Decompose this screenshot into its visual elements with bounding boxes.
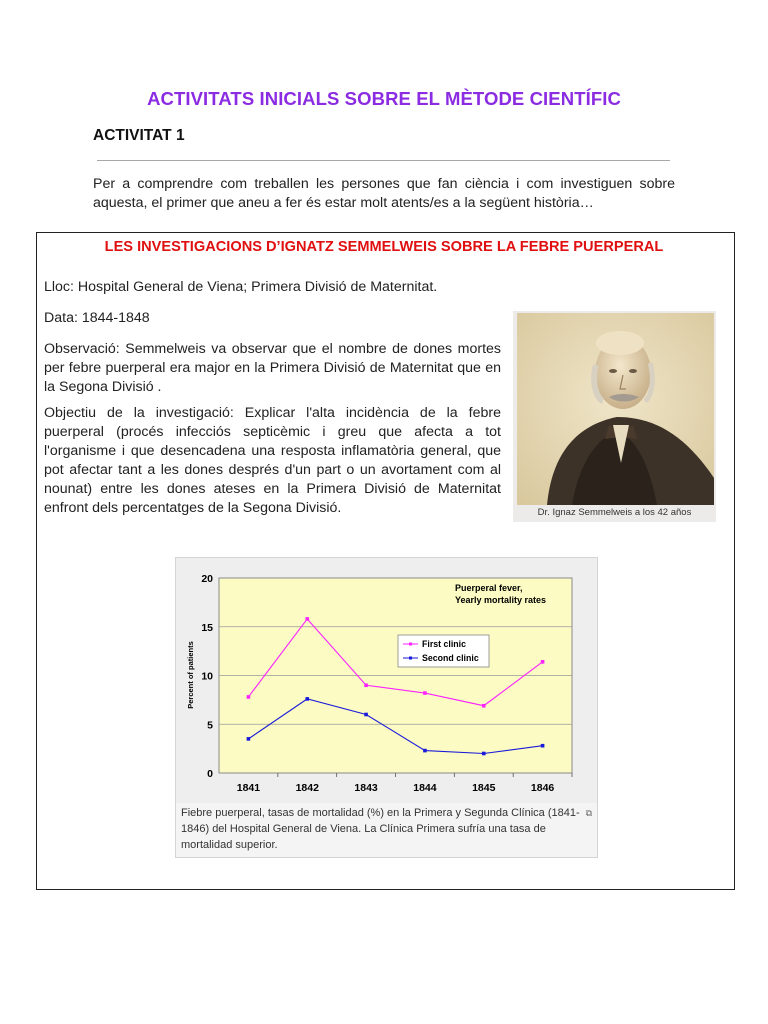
legend-label-second: Second clinic <box>422 653 479 663</box>
page-title: ACTIVITATS INICIALS SOBRE EL MÈTODE CIENTÍFIC <box>147 88 621 109</box>
legend-marker-first <box>409 643 412 646</box>
chart-title-line-2: Yearly mortality rates <box>455 595 547 605</box>
activity-heading: ACTIVITAT 1 <box>93 127 185 144</box>
data-point <box>305 697 309 701</box>
chart-title-line-1: Puerperal fever, <box>455 583 523 593</box>
data-point <box>364 683 368 687</box>
data-point <box>423 749 427 753</box>
data-point <box>247 737 251 741</box>
y-tick-label: 0 <box>207 768 213 780</box>
x-tick-label: 1846 <box>530 782 555 794</box>
x-tick-label: 1841 <box>236 782 261 794</box>
y-tick-label: 5 <box>207 719 213 732</box>
chart-caption-text: Fiebre puerperal, tasas de mortalidad (%) en la Primera y Segunda Clínica (1841-1846) del Hospital General de Viena. La Clínica Primera sufría una tasa de mortalidad superior. <box>181 807 580 851</box>
story-title: LES INVESTIGACIONS D’IGNATZ SEMMELWEIS SOBRE LA FEBRE PUERPERAL <box>104 239 664 255</box>
data-point <box>423 691 427 695</box>
chart-caption <box>181 805 596 853</box>
x-tick-label: 1842 <box>295 782 319 794</box>
y-tick-label: 15 <box>201 621 213 634</box>
y-tick-label: 20 <box>201 573 213 585</box>
semmelweis-portrait <box>517 313 714 505</box>
x-tick-label: 1844 <box>413 782 437 794</box>
data-point <box>541 660 545 664</box>
legend <box>398 635 489 667</box>
place-paragraph: Lloc: Hospital General de Viena; Primera Divisió de Maternitat. <box>44 279 438 295</box>
data-point <box>364 713 368 717</box>
photo-caption: Dr. Ignaz Semmelweis a los 42 años <box>537 507 692 518</box>
data-point <box>541 744 545 748</box>
y-axis-label: Percent of patients <box>186 641 195 709</box>
enlarge-icon[interactable]: ⧉ <box>585 808 592 818</box>
intro-paragraph: Per a comprendre com treballen les persones que fan ciència i com investiguen sobre aquesta, el primer que aneu a fer és estar molt atents/es a la següent història… <box>93 176 675 211</box>
mortality-chart <box>176 558 597 803</box>
data-point <box>247 695 251 699</box>
x-tick-label: 1843 <box>354 782 378 794</box>
data-point <box>482 752 486 756</box>
divider <box>97 160 670 161</box>
data-point <box>305 617 309 621</box>
legend-label-first: First clinic <box>422 639 466 649</box>
objective-paragraph: Objectiu de la investigació: Explicar l'alta incidència de la febre puerperal (procés infecciós septicèmic i greu que afecta a tot l'organisme i que desencadena una resposta inflamatòria general, que pot afectar tant a les dones després d'un part o un avortament com al nounat) entre les dones ateses en la Primera Divisió de Maternitat enfront dels percentatges de la Segona Divisió. <box>44 405 501 516</box>
data-point <box>482 704 486 708</box>
y-tick-label: 10 <box>201 670 213 683</box>
x-tick-label: 1845 <box>472 782 496 794</box>
date-paragraph: Data: 1844-1848 <box>44 310 150 326</box>
legend-marker-second <box>409 657 412 660</box>
observation-paragraph: Observació: Semmelweis va observar que el nombre de dones mortes per febre puerperal era major en la Primera Divisió de Maternitat que en la Segona Divisió . <box>44 341 501 395</box>
